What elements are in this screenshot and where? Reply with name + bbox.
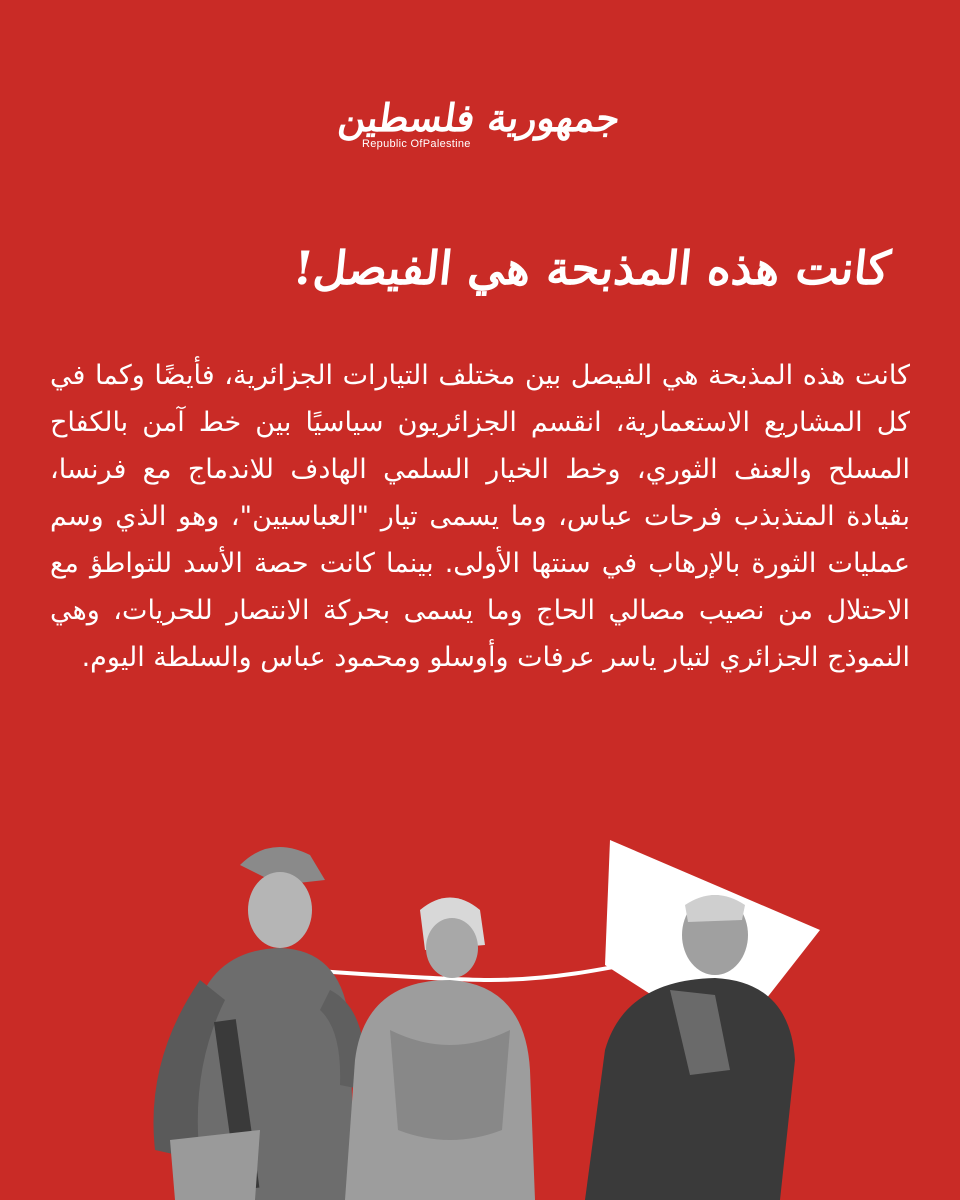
soldier-figure bbox=[153, 847, 365, 1200]
body-paragraph: كانت هذه المذبحة هي الفيصل بين مختلف التيارات الجزائرية، فأيضًا وكما في كل المشاريع الاستعمارية، انقسم الجزائريون سياسيًا بين خط آمن بالكفاح المسلح والعنف الثوري، وخط الخيار السلمي الهادف للاندماج مع فرنسا، بقيادة المتذبذب فرحات عباس، وما يسمى تيار "العباسيين"، وهو الذي وسم عمليات الثورة بالإرهاب في سنتها الأولى. بينما كانت حصة الأسد للتواطؤ مع الاحتلال من نصيب مصالي الحاج وما يسمى بحركة الانتصار للحريات، وهي النموذج الجزائري لتيار ياسر عرفات وأوسلو ومحمود عباس والسلطة اليوم. bbox=[50, 360, 910, 673]
brand-name-arabic: جمهورية فلسطين bbox=[335, 95, 624, 140]
brand-logo bbox=[335, 95, 624, 166]
brand-name-english: Republic OfPalestine bbox=[362, 138, 471, 150]
headline: كانت هذه المذبحة هي الفيصل! bbox=[290, 241, 893, 295]
hooded-prisoner-figure bbox=[345, 898, 535, 1200]
historical-photo bbox=[130, 830, 850, 1200]
